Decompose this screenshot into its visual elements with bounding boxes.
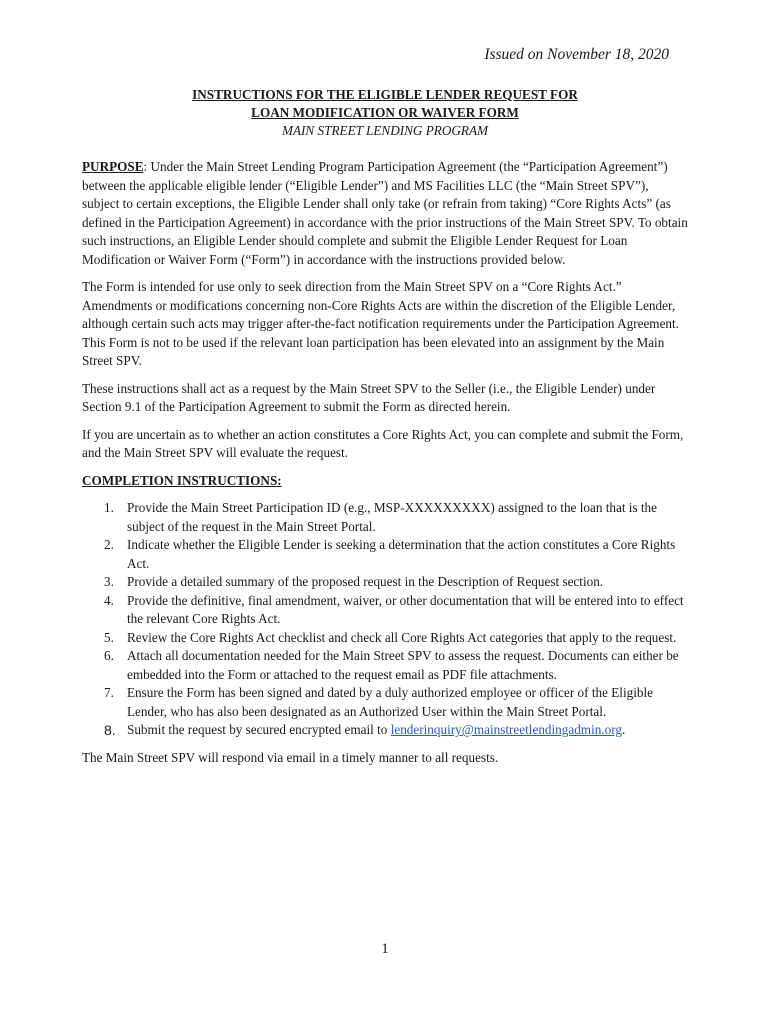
step-text: Provide the Main Street Participation ID (e.g., MSP-XXXXXXXXX) assigned to the loan that is the subject of the request in the Main Street Portal.: [127, 500, 657, 534]
step-number: 5.: [104, 629, 114, 645]
list-item: [82, 536, 688, 573]
issued-date: Issued on November 18, 2020: [484, 46, 669, 63]
step-text: Review the Core Rights Act checklist and check all Core Rights Act categories that apply to the request.: [127, 629, 677, 645]
title-block: [0, 86, 770, 140]
step-number: 8.: [104, 722, 116, 738]
step-number: 2.: [104, 537, 114, 552]
page-number: 1: [381, 941, 389, 957]
closing-paragraph: The Main Street SPV will respond via email in a timely manner to all requests.: [82, 749, 499, 765]
list-item: [82, 592, 688, 629]
document-title-line-2: LOAN MODIFICATION OR WAIVER FORM: [251, 105, 519, 120]
paragraph-uncertainty: If you are uncertain as to whether an action constitutes a Core Rights Act, you can complete and submit the Form, and the Main Street SPV will evaluate the request.: [82, 426, 684, 460]
list-item: [82, 629, 688, 648]
step-text-end: .: [621, 722, 626, 737]
completion-steps-list: [82, 499, 688, 740]
paragraph-section-9-1-request: These instructions shall act as a request by the Main Street SPV to the Seller (i.e., the Eligible Lender) under Section 9.1 of the Participation Agreement to submit the Form as directed herein.: [82, 380, 656, 414]
step-number: 4.: [104, 592, 114, 608]
paragraph-core-rights-scope: The Form is intended for use only to seek direction from the Main Street SPV on a “Core Rights Act.” Amendments or modifications concerning non-Core Rights Acts are within the discretion of the Eligible Lender, although certain such acts may trigger after-the-fact notification requirements under the Participation Agreement. This Form is not to be used if the relevant loan participation has been elevated into an assignment by the Main Street SPV.: [82, 279, 679, 368]
purpose-text: : Under the Main Street Lending Program Participation Agreement (the “Participation Agreement”) between the applicable eligible lender (“Eligible Lender”) and MS Facilities LLC (the “Main Street SPV”), subject to certain exceptions, the Eligible Lender shall only take (or refrain from taking) “Core Rights Acts” (as defined in the Participation Agreement) in accordance with the prior instructions of the Main Street SPV. To obtain such instructions, an Eligible Lender should complete and submit the Eligible Lender Request for Loan Modification or Waiver Form (“Form”) in accordance with the instructions provided below.: [82, 159, 688, 267]
document-title-line-1: INSTRUCTIONS FOR THE ELIGIBLE LENDER REQUEST FOR: [192, 87, 578, 102]
step-text: Attach all documentation needed for the Main Street SPV to assess the request. Documents can either be embedded into the Form or attached to the request email as PDF file attachments.: [127, 648, 679, 682]
document-subtitle: MAIN STREET LENDING PROGRAM: [282, 123, 488, 138]
step-text: Submit the request by secured encrypted email to: [127, 722, 391, 737]
list-item: [82, 573, 688, 592]
step-number: 3.: [104, 574, 114, 589]
email-link[interactable]: lenderinquiry@mainstreetlendingadmin.org: [390, 722, 622, 737]
purpose-paragraph: [82, 158, 688, 269]
step-number: 1.: [104, 500, 114, 515]
step-text: Indicate whether the Eligible Lender is seeking a determination that the action constitutes a Core Rights Act.: [127, 537, 676, 571]
step-text: Provide the definitive, final amendment, waiver, or other documentation that will be entered into to effect the relevant Core Rights Act.: [127, 592, 684, 626]
step-number: 6.: [104, 648, 114, 663]
list-item: [82, 499, 688, 536]
step-text: Provide a detailed summary of the proposed request in the Description of Request section.: [127, 574, 604, 589]
step-text: Ensure the Form has been signed and dated by a duly authorized employee or officer of the Eligible Lender, who has also been designated as an Authorized User within the Main Street Portal.: [127, 685, 653, 719]
document-body: [82, 158, 688, 776]
list-item: [82, 684, 688, 721]
purpose-label: PURPOSE: [82, 159, 144, 174]
list-item: [82, 721, 688, 740]
step-number: 7.: [104, 685, 114, 700]
list-item: [82, 647, 688, 684]
completion-instructions-heading: COMPLETION INSTRUCTIONS:: [82, 472, 282, 488]
